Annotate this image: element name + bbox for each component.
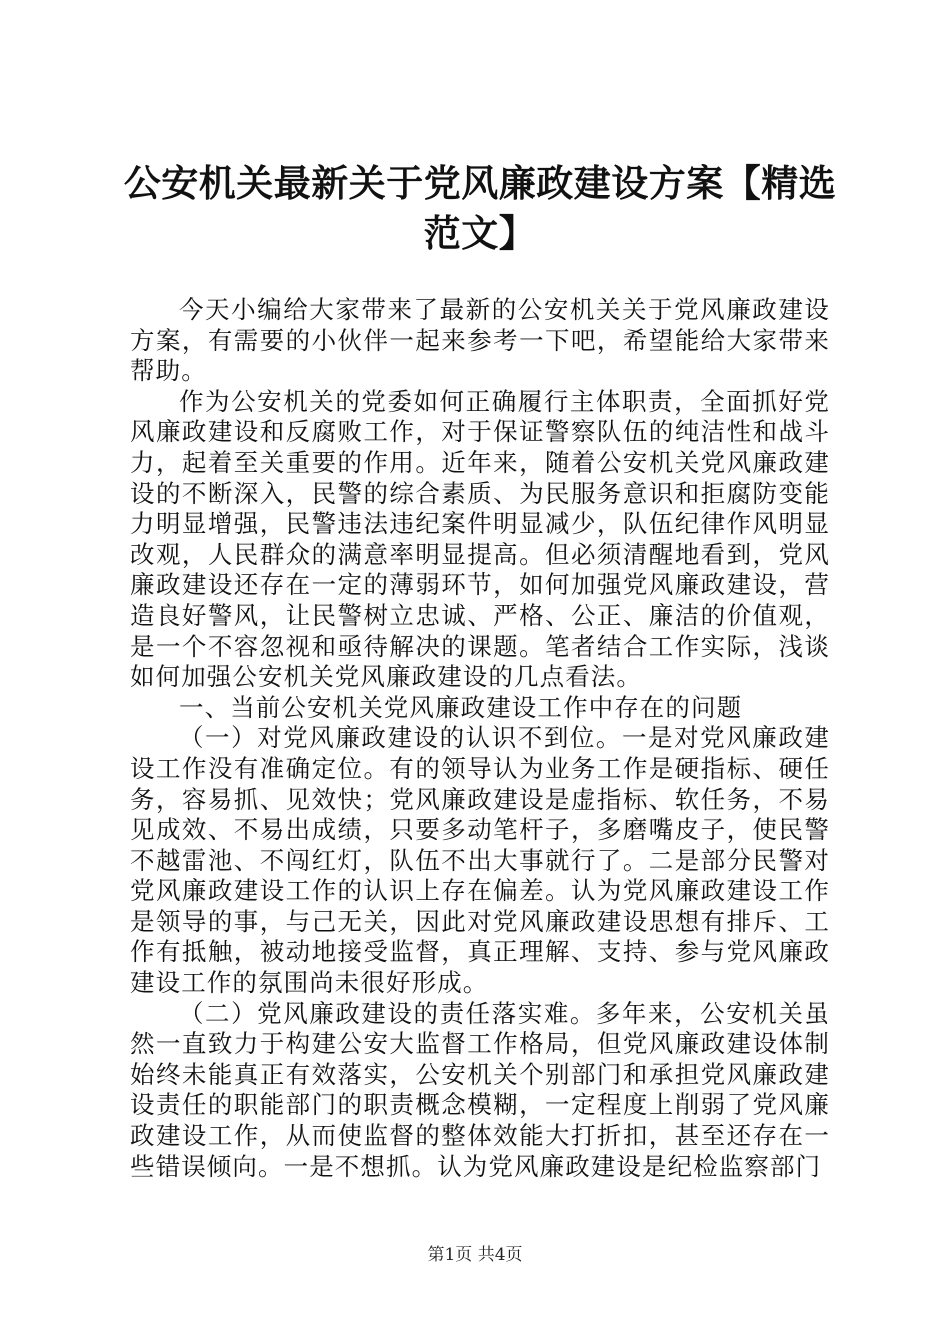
paragraph-issue-one: （一）对党风廉政建设的认识不到位。一是对党风廉政建设工作没有准确定位。有的领导认为业务工作是硬指标、硬任务，容易抓、见效快；党风廉政建设是虚指标、软任务，不易见成效、不易出成绩，只要多动笔杆子，多磨嘴皮子，使民警不越雷池、不闯红灯，队伍不出大事就行了。二是部分民警对党风廉政建设工作的认识上存在偏差。认为党风廉政建设工作是领导的事，与己无关，因此对党风廉政建设思想有排斥、工作有抵触，被动地接受监督，真正理解、支持、参与党风廉政建设工作的氛围尚未很好形成。 bbox=[130, 723, 830, 998]
document-title: 公安机关最新关于党风廉政建设方案【精选范文】 bbox=[123, 161, 837, 255]
page-footer: 第1页 共4页 bbox=[427, 1245, 523, 1265]
paragraph-background: 作为公安机关的党委如何正确履行主体职责，全面抓好党风廉政建设和反腐败工作，对于保证警察队伍的纯洁性和战斗力，起着至关重要的作用。近年来，随着公安机关党风廉政建设的不断深入，民警的综合素质、为民服务意识和拒腐防变能力明显增强，民警违法违纪案件明显减少，队伍纪律作风明显改观，人民群众的满意率明显提高。但必须清醒地看到，党风廉政建设还存在一定的薄弱环节，如何加强党风廉政建设，营造良好警风，让民警树立忠诚、严格、公正、廉洁的价值观，是一个不容忽视和亟待解决的课题。笔者结合工作实际，浅谈如何加强公安机关党风廉政建设的几点看法。 bbox=[130, 386, 830, 692]
paragraph-intro: 今天小编给大家带来了最新的公安机关关于党风廉政建设方案，有需要的小伙伴一起来参考一下吧，希望能给大家带来帮助。 bbox=[130, 295, 830, 386]
paragraph-issue-two: （二）党风廉政建设的责任落实难。多年来，公安机关虽然一直致力于构建公安大监督工作格局，但党风廉政建设体制始终未能真正有效落实，公安机关个别部门和承担党风廉政建设责任的职能部门的职责概念模糊，一定程度上削弱了党风廉政建设工作，从而使监督的整体效能大打折扣，甚至还存在一些错误倾向。一是不想抓。认为党风廉政建设是纪检监察部门 bbox=[130, 998, 830, 1181]
section-heading: 一、当前公安机关党风廉政建设工作中存在的问题 bbox=[179, 692, 743, 722]
document-body bbox=[130, 295, 830, 1182]
